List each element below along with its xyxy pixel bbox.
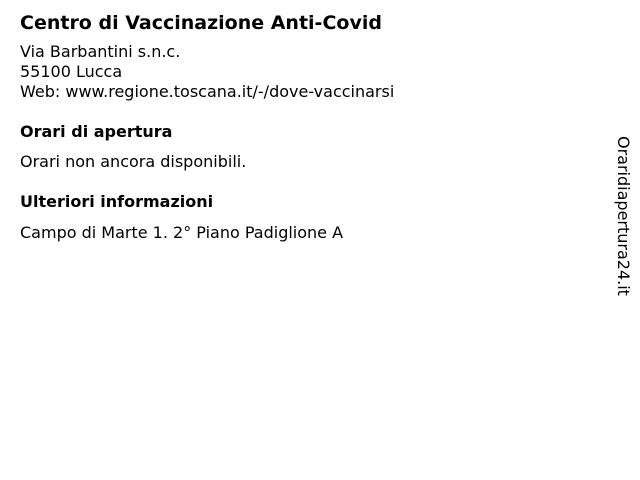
site-watermark: Oraridiapertura24.it	[614, 136, 633, 296]
additional-info-text: Campo di Marte 1. 2° Piano Padiglione A	[20, 223, 344, 242]
website-link[interactable]: Web: www.regione.toscana.it/-/dove-vaccinarsi	[20, 82, 395, 101]
place-details	[20, 10, 600, 243]
additional-info-heading: Ulteriori informazioni	[20, 192, 214, 211]
address-city: 55100 Lucca	[20, 62, 123, 81]
opening-hours-heading: Orari di apertura	[20, 122, 173, 141]
opening-hours-text: Orari non ancora disponibili.	[20, 152, 247, 171]
address-street: Via Barbantini s.n.c.	[20, 42, 181, 61]
page-title: Centro di Vaccinazione Anti-Covid	[20, 12, 382, 34]
